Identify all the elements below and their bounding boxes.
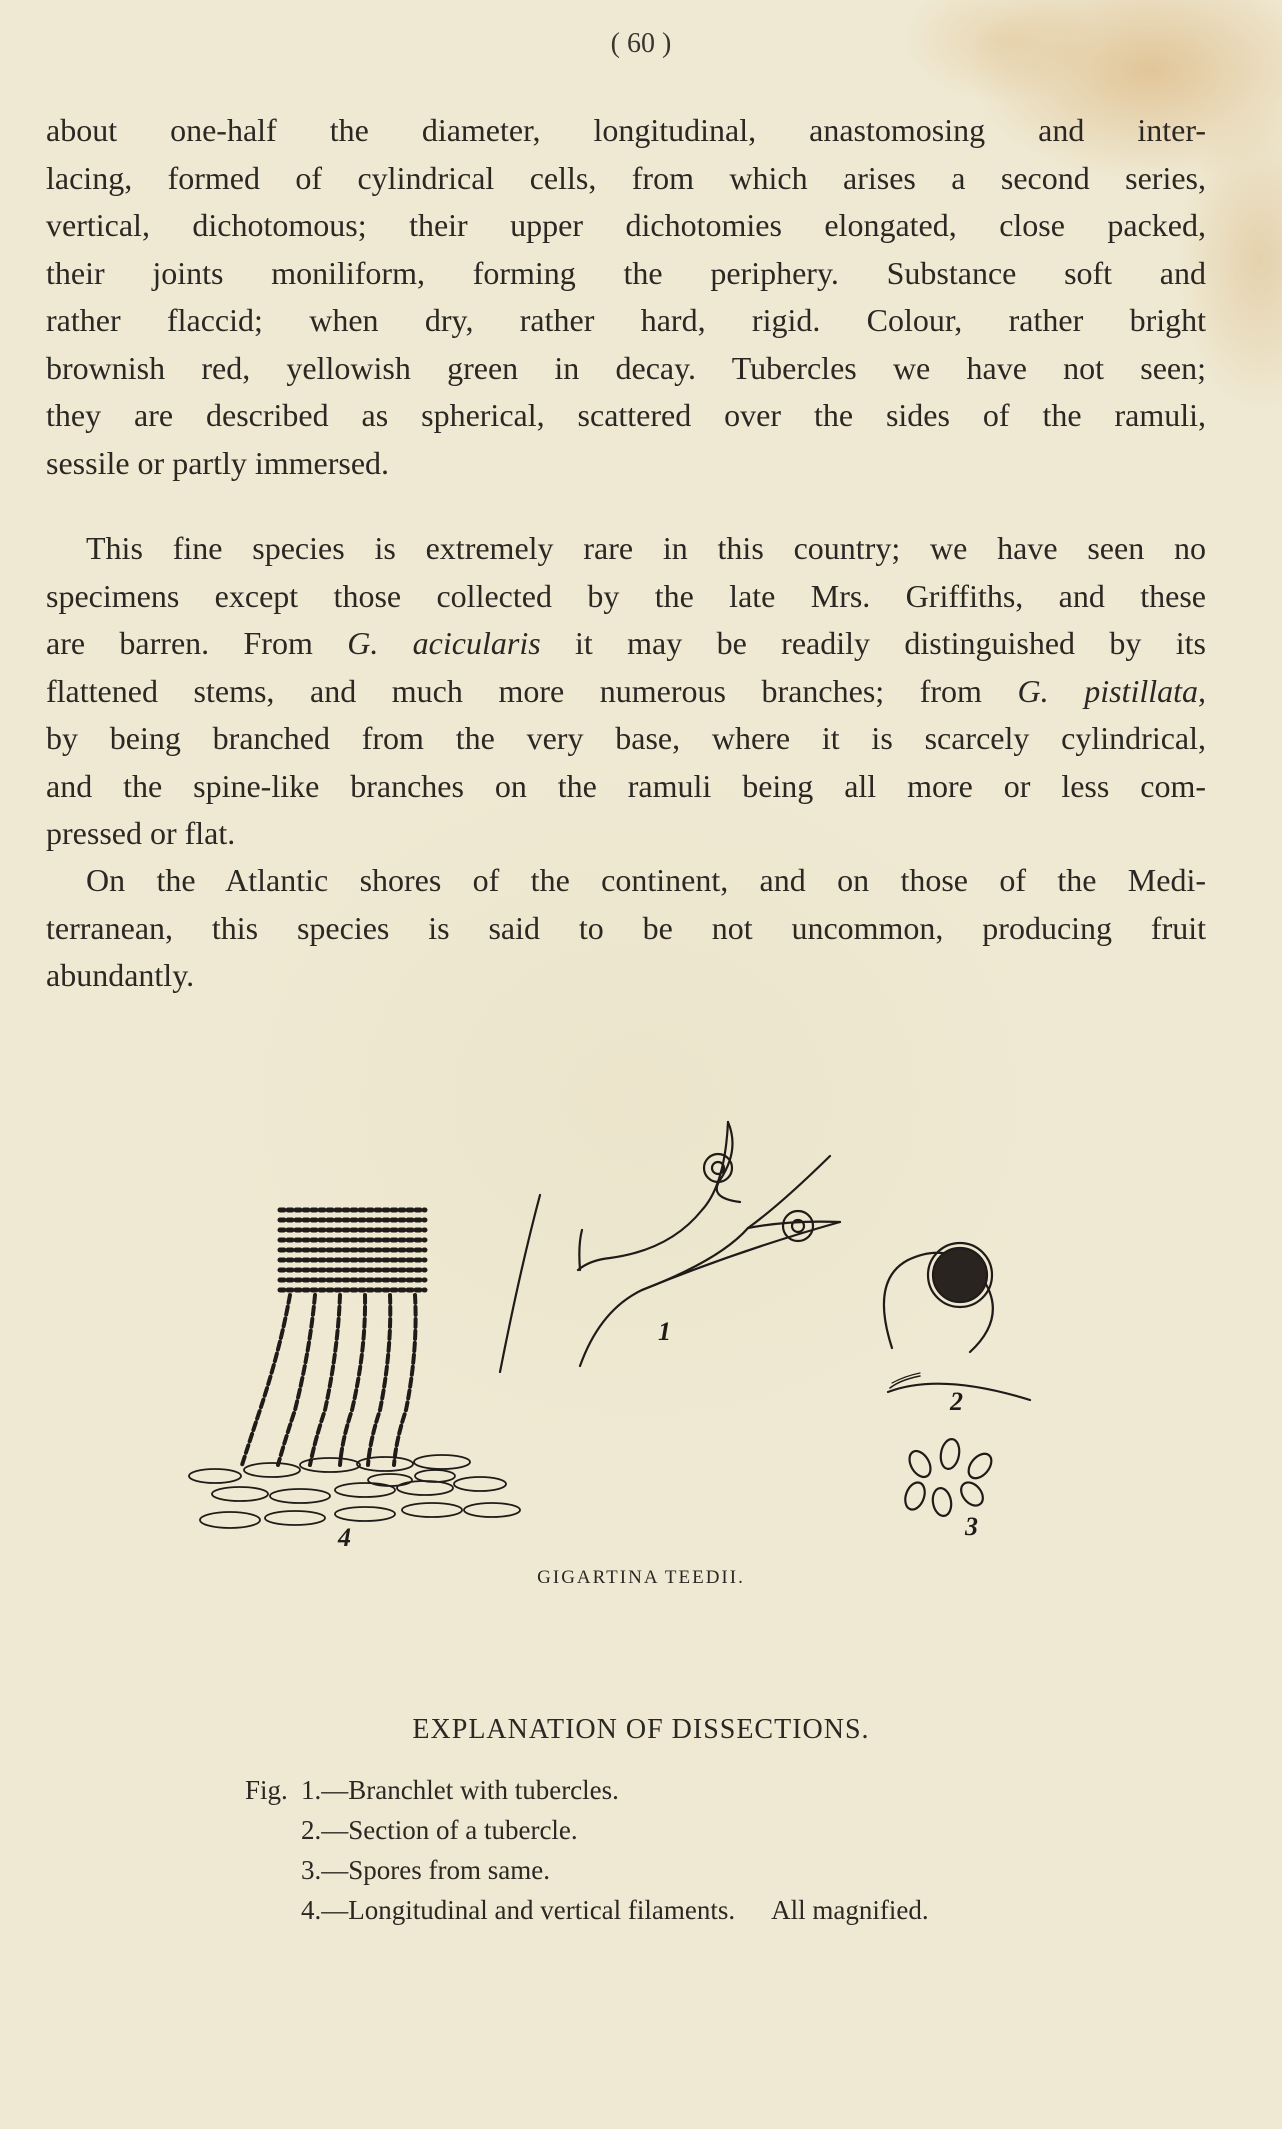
text-line: sessile or partly immersed.: [46, 444, 390, 481]
explanation-list: [245, 1770, 1145, 1930]
fig-prefix: Fig.: [245, 1775, 288, 1805]
species-name-italic: G. pistillata,: [1017, 672, 1206, 709]
explanation-item: 3.—Spores from same.: [301, 1855, 550, 1885]
text-line: rather flaccid; when dry, rather hard, rigid. Colour, rather bright: [46, 302, 1206, 338]
explanation-title: EXPLANATION OF DISSECTIONS.: [412, 1714, 870, 1745]
text-line: specimens except those collected by the late Mrs. Griffiths, and these: [46, 577, 1206, 614]
explanation-item: 2.—Section of a tubercle.: [301, 1815, 578, 1845]
paragraph-description: [46, 107, 1206, 487]
text-line: On the Atlantic shores of the continent, and on those of the Medi-: [86, 862, 1206, 898]
text-line: lacing, formed of cylindrical cells, from which arises a second series,: [46, 159, 1206, 196]
text-line: terranean, this species is said to be not uncommon, producing fruit: [46, 909, 1206, 946]
figure-label-3: 3: [965, 1512, 978, 1541]
figure-caption: GIGARTINA TEEDII.: [537, 1567, 745, 1588]
text-line: they are described as spherical, scattered over the sides of the ramuli,: [46, 397, 1206, 433]
species-name-italic: G. acicularis: [347, 625, 541, 661]
text-line: brownish red, yellowish green in decay. Tubercles we have not seen;: [46, 349, 1206, 386]
text-line: This fine species is extremely rare in this country; we have seen no: [86, 530, 1206, 566]
explanation-item: 4.—Longitudinal and vertical filaments. All magnified.: [301, 1895, 929, 1925]
dissection-illustration: [180, 1110, 1060, 1550]
text-line: by being branched from the very base, where it is scarcely cylindrical,: [46, 720, 1206, 756]
text-line: flattened stems, and much more numerous branches; from G. pistillata,: [46, 672, 1206, 709]
text-line: abundantly.: [46, 957, 195, 993]
page-number: ( 60 ): [610, 28, 672, 59]
text-line: about one-half the diameter, longitudinal, anastomosing and inter-: [46, 112, 1206, 148]
paragraph-distribution: [46, 857, 1206, 1000]
explanation-item: Fig. 1.—Branchlet with tubercles.: [245, 1770, 1145, 1810]
figure-2-tubercle-section: [884, 1243, 1030, 1400]
figure-label-1: 1: [658, 1317, 671, 1346]
text-line: are barren. From G. acicularis it may be readily distinguished by its: [46, 625, 1206, 661]
figure-label-2: 2: [950, 1387, 963, 1416]
figure-3-spores: [902, 1438, 996, 1518]
text-line: pressed or flat.: [46, 815, 236, 851]
text-line: and the spine-like branches on the ramuli being all more or less com-: [46, 767, 1206, 804]
figure-4-filaments: [189, 1210, 520, 1528]
paragraph-rarity: [46, 525, 1206, 858]
text-line: their joints moniliform, forming the periphery. Substance soft and: [46, 254, 1206, 291]
figure-label-4: 4: [338, 1523, 351, 1550]
text-line: vertical, dichotomous; their upper dichotomies elongated, close packed,: [46, 207, 1206, 243]
magnification-note: All magnified.: [771, 1895, 929, 1925]
